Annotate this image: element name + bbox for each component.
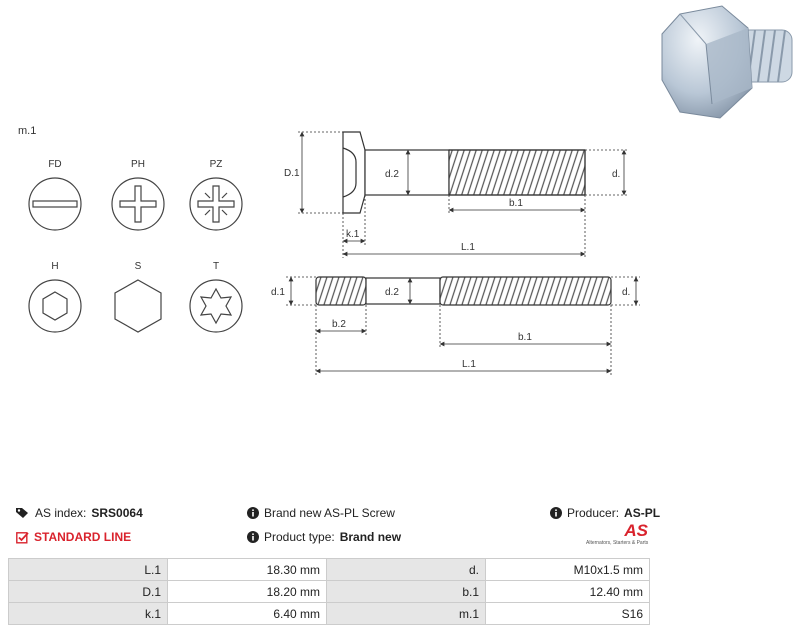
product-photo	[662, 6, 792, 118]
slotted-drive-icon	[29, 178, 81, 230]
description-text: Brand new AS-PL Screw	[264, 506, 395, 520]
screw-side-view	[343, 132, 585, 213]
table-row	[9, 603, 650, 625]
spec-key: D.1	[9, 581, 168, 603]
spec-value: 18.20 mm	[168, 581, 327, 603]
as-index	[16, 506, 143, 520]
spec-value: 6.40 mm	[168, 603, 327, 625]
producer	[550, 506, 660, 520]
as-index-value: SRS0064	[91, 506, 143, 520]
screw-dim-D1: D.1	[284, 168, 300, 179]
screw-dim-d: d.	[612, 169, 621, 180]
product-info	[0, 500, 800, 560]
torx-drive-icon	[190, 280, 242, 332]
spec-key: k.1	[9, 603, 168, 625]
spec-table	[8, 558, 650, 625]
spec-value: 12.40 mm	[486, 581, 650, 603]
screw-dim-k1: k.1	[346, 229, 360, 240]
product-type	[247, 530, 401, 544]
head-type-label-h: H	[51, 261, 59, 272]
spec-key: L.1	[9, 559, 168, 581]
table-row	[9, 581, 650, 603]
head-type-label-t: T	[212, 261, 220, 272]
logo-tagline: Alternators, Starters & Parts	[586, 540, 649, 546]
screw-dim-L1: L.1	[461, 242, 475, 253]
stud-dim-b2: b.2	[332, 319, 346, 330]
head-type-label-ph: PH	[131, 159, 145, 170]
screw-dim-d2: d.2	[385, 169, 399, 180]
spec-value: S16	[486, 603, 650, 625]
head-type-label-s: S	[134, 261, 142, 272]
spec-value: M10x1.5 mm	[486, 559, 650, 581]
head-types-grid	[29, 159, 242, 332]
hex-head-icon	[115, 280, 161, 332]
stud-side-view	[316, 277, 611, 305]
pozidriv-drive-icon	[190, 178, 242, 230]
producer-value: AS-PL	[624, 506, 661, 520]
head-type-label-fd: FD	[48, 159, 62, 170]
spec-key: m.1	[327, 603, 486, 625]
stud-dim-L1: L.1	[462, 359, 476, 370]
screw-dim-b1: b.1	[509, 198, 523, 209]
stud-dim-d: d.	[622, 287, 631, 298]
stud-dim-b1: b.1	[518, 332, 532, 343]
as-index-label: AS index:	[35, 506, 87, 520]
info-icon	[247, 507, 259, 519]
tag-icon	[16, 507, 30, 519]
head-type-label-pz: PZ	[209, 159, 223, 170]
product-type-value: Brand new	[339, 530, 402, 544]
spec-key: b.1	[327, 581, 486, 603]
phillips-drive-icon	[112, 178, 164, 230]
logo-mark: AS	[624, 521, 648, 540]
as-pl-logo	[586, 522, 648, 552]
m1-label: m.1	[18, 125, 37, 137]
hex-socket-drive-icon	[29, 280, 81, 332]
standard-line	[16, 530, 131, 544]
table-row	[9, 559, 650, 581]
spec-value: 18.30 mm	[168, 559, 327, 581]
info-icon	[247, 531, 259, 543]
description	[247, 506, 395, 520]
product-type-label: Product type:	[264, 530, 335, 544]
info-icon	[550, 507, 562, 519]
producer-label: Producer:	[567, 506, 620, 520]
stud-dim-d1: d.1	[271, 287, 285, 298]
stud-dim-d2: d.2	[385, 287, 399, 298]
checkbox-checked-icon	[16, 531, 29, 544]
spec-key: d.	[327, 559, 486, 581]
standard-line-label: STANDARD LINE	[34, 530, 132, 544]
